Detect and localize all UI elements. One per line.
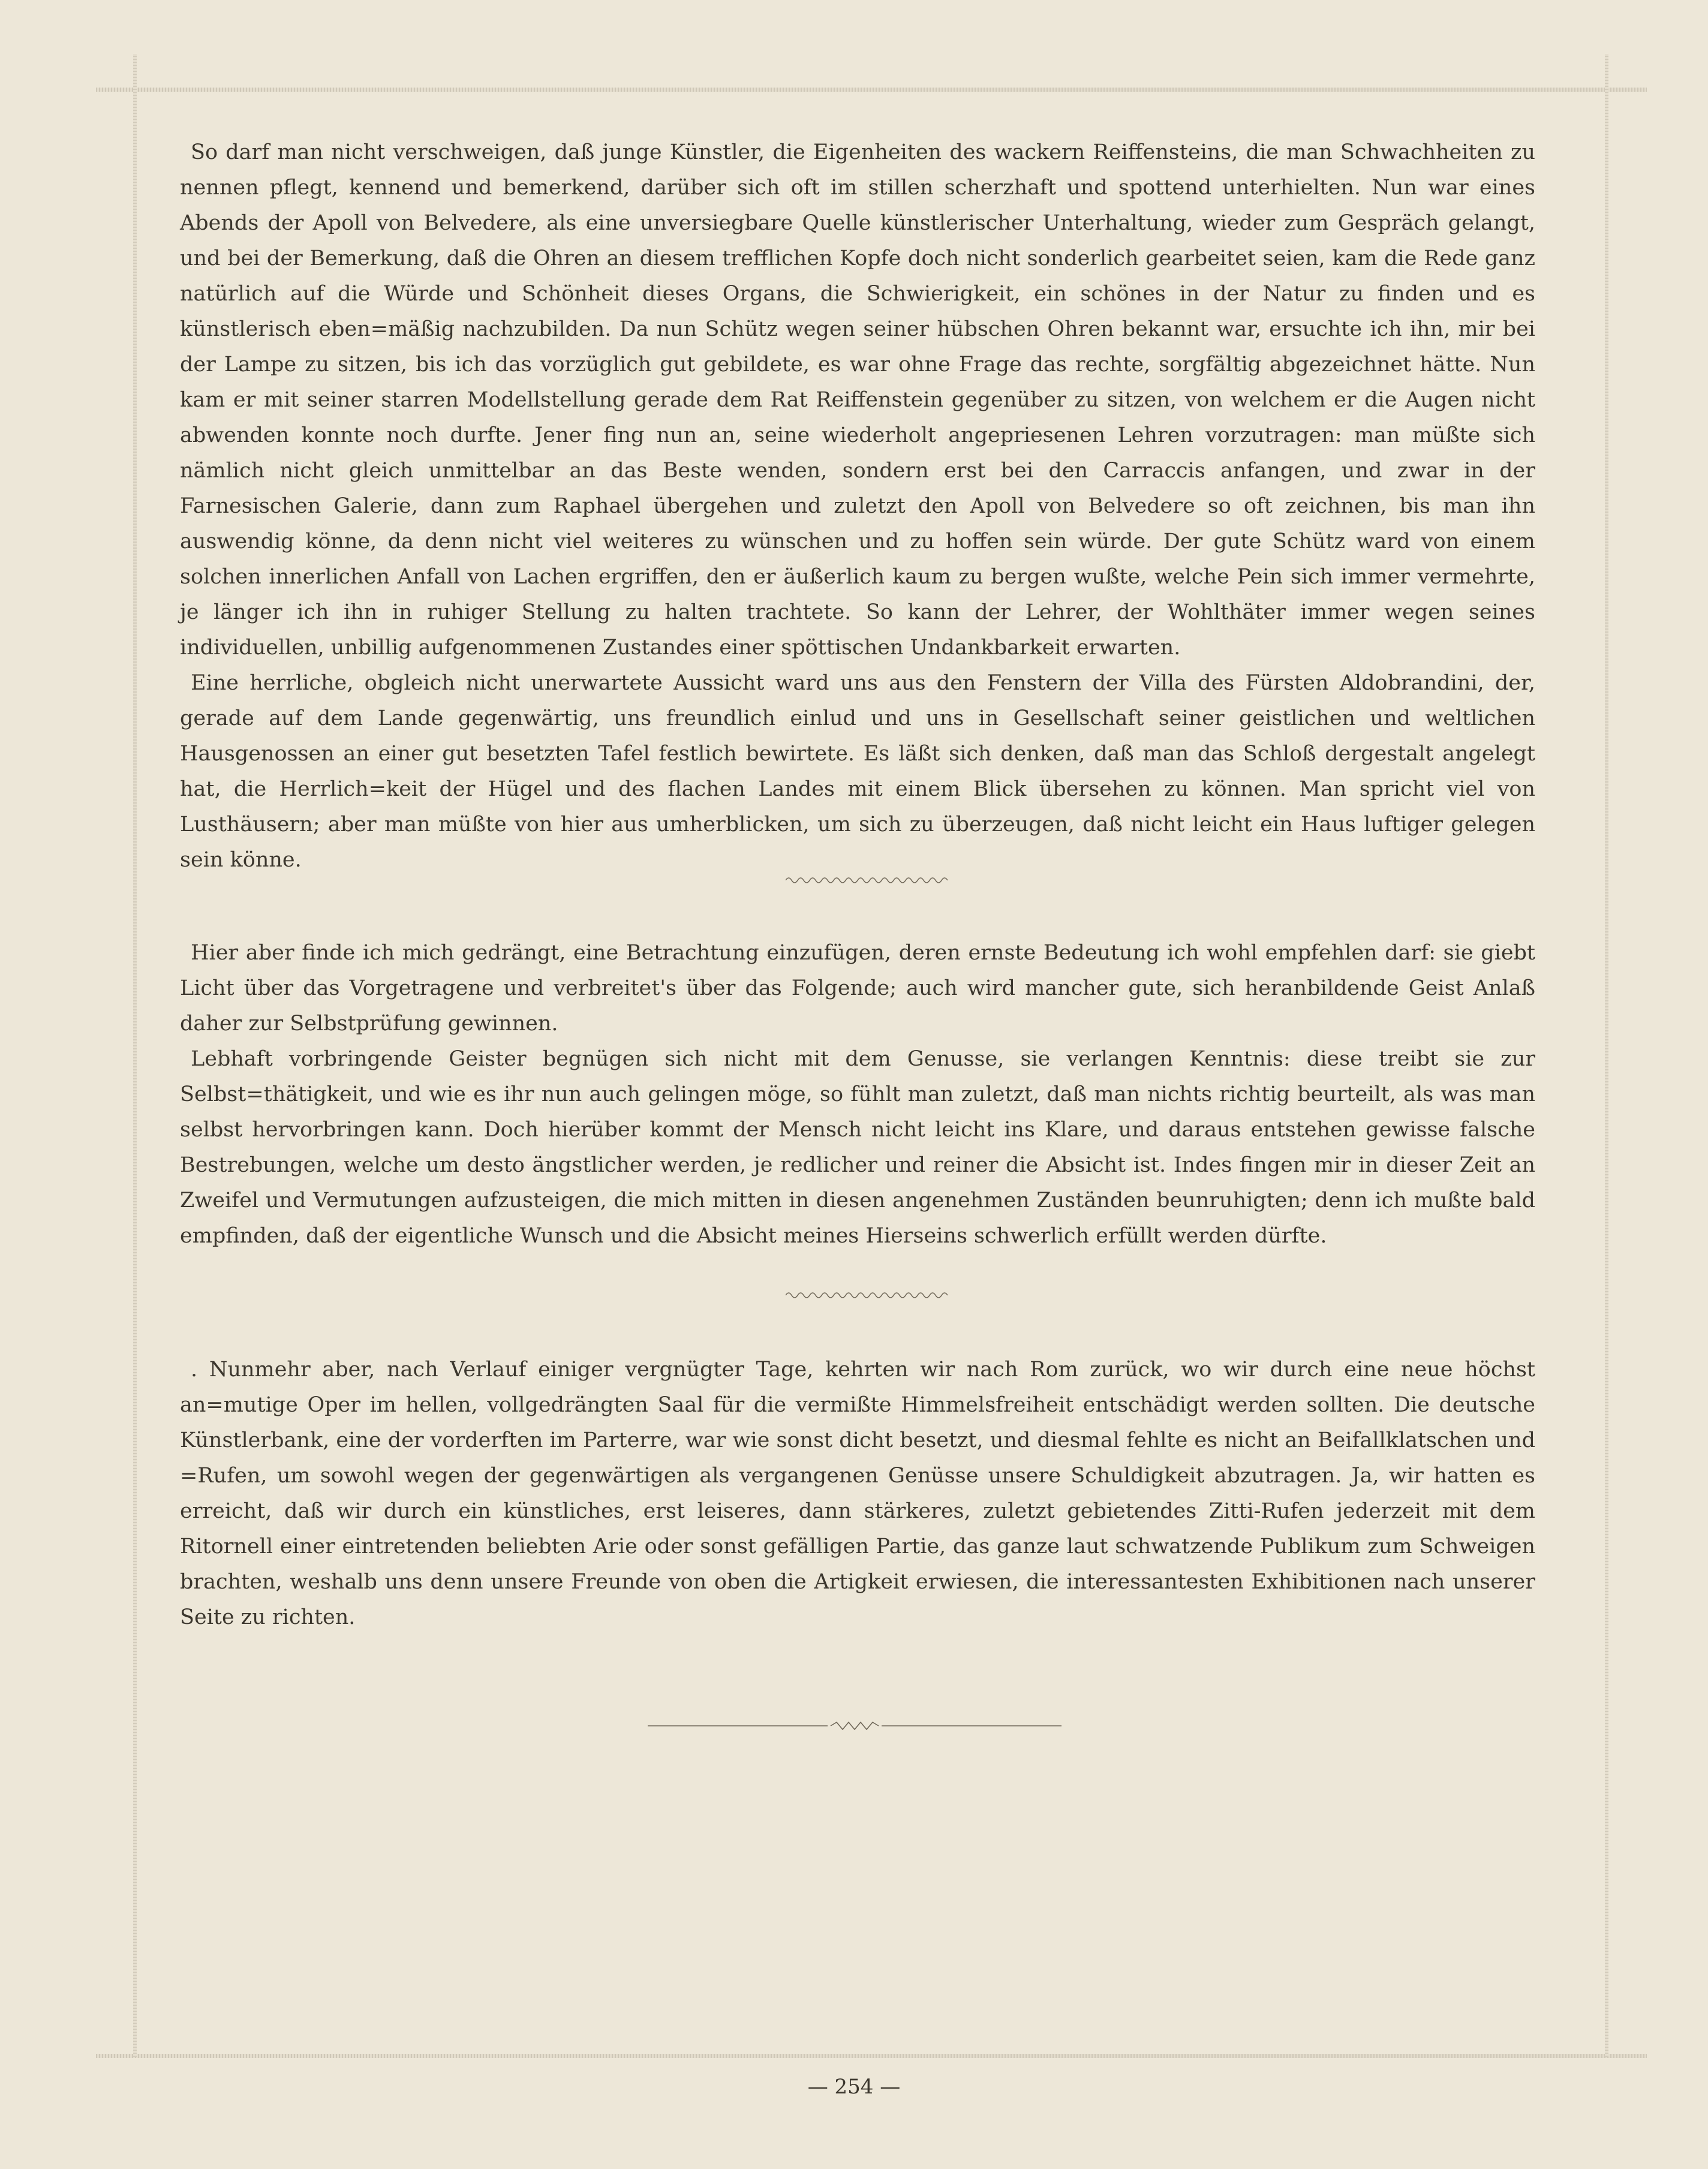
page-number: — 254 — [807,2075,901,2099]
paragraph: So darf man nicht verschweigen, daß junge Künstler, die Eigenheiten des wackern Reiffensteins, die man Schwachheiten zu nennen pflegt, kennend und bemerkend, darüber sich oft im stillen scherzhaft und spottend unterhielten. Nun war eines Abends der Apoll von Belvedere, als eine unversiegbare Quelle künstlerischer Unterhaltung, wieder zum Gespräch gelangt, und bei der Bemerkung, daß die Ohren an diesem trefflichen Kopfe doch nicht sonderlich gearbeitet seien, kam die Rede ganz natürlich auf die Würde und Schönheit dieses Organs, die Schwierigkeit, ein schönes in der Natur zu finden und es künstlerisch eben=mäßig nachzubilden. Da nun Schütz wegen seiner hübschen Ohren bekannt war, ersuchte ich ihn, mir bei der Lampe zu sitzen, bis ich das vorzüglich gut gebildete, es war ohne Frage das rechte, sorgfältig abgezeichnet hätte. Nun kam er mit seiner starren Modellstellung gerade dem Rat Reiffenstein gegenüber zu sitzen, von welchem er die Augen nicht abwenden konnte noch durfte. Jener fing nun an, seine wiederholt angepriesenen Lehren vorzutragen: man müßte sich nämlich nicht gleich unmittelbar an das Beste wenden, sondern erst bei den Carraccis anfangen, und zwar in der Farnesischen Galerie, dann zum Raphael übergehen und zuletzt den Apoll von Belvedere so oft zeichnen, bis man ihn auswendig könne, da denn nicht viel weiteres zu wünschen und zu hoffen sein würde. Der gute Schütz ward von einem solchen innerlichen Anfall von Lachen ergriffen, den er äußerlich kaum zu bergen wußte, welche Pein sich immer vermehrte, je länger ich ihn in ruhiger Stellung zu halten trachtete. So kann der Lehrer, der Wohlthäter immer wegen seines individuellen, unbillig aufgenommenen Zustandes einer spöttischen Undankbarkeit erwarten. [180,140,1535,660]
paragraph: Lebhaft vorbringende Geister begnügen sich nicht mit dem Genusse, sie verlangen Kenntnis: diese treibt sie zur Selbst=thätigkeit, und wie es ihr nun auch gelingen möge, so fühlt man zuletzt, daß man nichts richtig beurteilt, als was man selbst hervorbringen kann. Doch hierüber kommt der Mensch nicht leicht ins Klare, und daraus entstehen gewisse falsche Bestrebungen, welche um desto ängstlicher werden, je redlicher und reiner die Absicht ist. Indes fingen mir in dieser Zeit an Zweifel und Vermutungen aufzusteigen, die mich mitten in diesen angenehmen Zuständen beunruhigten; denn ich mußte bald empfinden, daß der eigentliche Wunsch und die Absicht meines Hierseins schwerlich erfüllt werden dürfte. [180,1047,1535,1248]
paragraph: . Nunmehr aber, nach Verlauf einiger vergnügter Tage, kehrten wir nach Rom zurück, wo wir durch eine neue höchst an=mutige Oper im hellen, vollgedrängten Saal für die vermißte Himmelsfreiheit entschädigt werden sollten. Die deutsche Künstlerbank, eine der vorderften im Parterre, war wie sonst dicht besetzt, und diesmal fehlte es nicht an Beifallklatschen und =Rufen, um sowohl wegen der gegenwärtigen als vergangenen Genüsse unsere Schuldigkeit abzutragen. Ja, wir hatten es erreicht, daß wir durch ein künstliches, erst leiseres, dann stärkeres, zuletzt gebietendes Zitti-Rufen jederzeit mit dem Ritornell einer eintretenden beliebten Arie oder sonst gefälligen Partie, das ganze laut schwatzende Publikum zum Schweigen brachten, weshalb uns denn unsere Freunde von oben die Artigkeit erwiesen, die interessantesten Exhibitionen nach unserer Seite zu richten. [180,1358,1535,1629]
paragraph: Eine herrliche, obgleich nicht unerwartete Aussicht ward uns aus den Fenstern der Villa des Fürsten Aldobrandini, der, gerade auf dem Lande gegenwärtig, uns freundlich einlud und uns in Gesellschaft seiner geistlichen und weltlichen Hausgenossen an einer gut besetzten Tafel festlich bewirtete. Es läßt sich denken, daß man das Schloß dergestalt angelegt hat, die Herrlich=keit der Hügel und des flachen Landes mit einem Blick übersehen zu können. Man spricht viel von Lusthäusern; aber man müßte von hier aus umherblicken, um sich zu überzeugen, daß nicht leicht ein Haus luftiger gelegen sein könne. [180,671,1535,872]
section-3 [180,1352,1535,1635]
top-border-rule [96,88,1647,92]
section-2 [180,935,1535,1254]
bottom-border-rule [96,2054,1647,2058]
end-divider-icon [648,1720,1062,1732]
right-border-rule [1605,54,1608,2057]
wave-divider-icon [786,1289,948,1301]
left-border-rule [133,54,137,2057]
section-1 [180,135,1535,878]
wave-divider-icon [786,874,948,886]
paragraph: Hier aber finde ich mich gedrängt, eine Betrachtung einzufügen, deren ernste Bedeutung ich wohl empfehlen darf: sie giebt Licht über das Vorgetragene und verbreitet's über das Folgende; auch wird mancher gute, sich heranbildende Geist Anlaß daher zur Selbstprüfung gewinnen. [180,941,1535,1036]
